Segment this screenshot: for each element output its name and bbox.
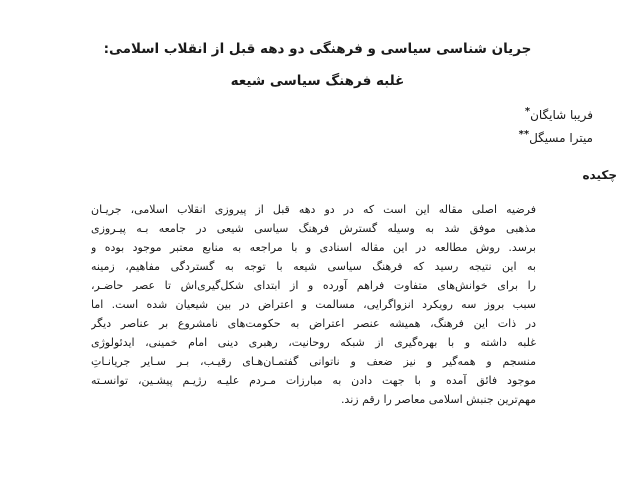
abstract-heading: چکیده [582,168,617,182]
abstract-line: موجود فائق آمده و با جهت دادن به مبارزات مـردم علیـه رژیـم پیشـین، توانسـته [91,374,536,387]
author-1-name: فریبا شایگان [530,108,593,122]
author-2 [519,130,593,146]
author-1 [525,107,593,123]
abstract-line: منسجم و همه‌گیر و نیز ضعف و ناتوانی گفتمـان‌هـای رقیـب، بـر سـایر جریانـاتِ [91,355,536,368]
abstract-line: را برای خوانش‌های متفاوت فراهم آورده و از ابتدای شکل‌گیری‌اش تا عصر حاضـر، [91,279,536,292]
author-1-footnote-mark: * [524,106,531,117]
author-2-footnote-mark: ** [518,129,530,140]
abstract-line: غلبه داشته و با بهره‌گیری از شبکه روحانیت، رهبری دینی امام خمینی، ایدئولوژی [91,336,536,349]
abstract-line: در ذات این فرهنگ، همیشه عنصر اعتراض به حکومت‌های نامشروع بر عناصر دیگر [91,317,536,330]
abstract-line: مذهبی موفق شد به وسیله گسترش فرهنگ سیاسی شیعی در جامعه بـه پیـروزی [91,222,536,235]
abstract-body [91,200,536,409]
abstract-line: مهم‌ترین جنبش اسلامی معاصر را رقم زند. [340,393,536,406]
author-2-name: میترا مسیگل [529,131,593,145]
abstract-line: به این نتیجه رسید که فرهنگ سیاسی شیعه با توجه به گستردگی مفاهیم، زمینه [91,260,536,273]
abstract-line: برسد. روش مطالعه در این مقاله اسنادی و با مراجعه به منابع معتبر موجود بوده و [91,241,536,254]
abstract-line: فرضیه اصلی مقاله این است که در دو دهه قبل از پیروزی انقلاب اسلامی، جریـان [91,203,536,216]
paper-title-line-2: غلبه فرهنگ سیاسی شیعه [230,73,405,89]
abstract-line: سبب بروز سه رویکرد انزواگرایی، مسالمت و اعتراض در بین شیعیان شده است. اما [91,298,536,311]
paper-title-line-1: جریان شناسی سیاسی و فرهنگی دو دهه قبل از انقلاب اسلامی: [103,41,532,57]
